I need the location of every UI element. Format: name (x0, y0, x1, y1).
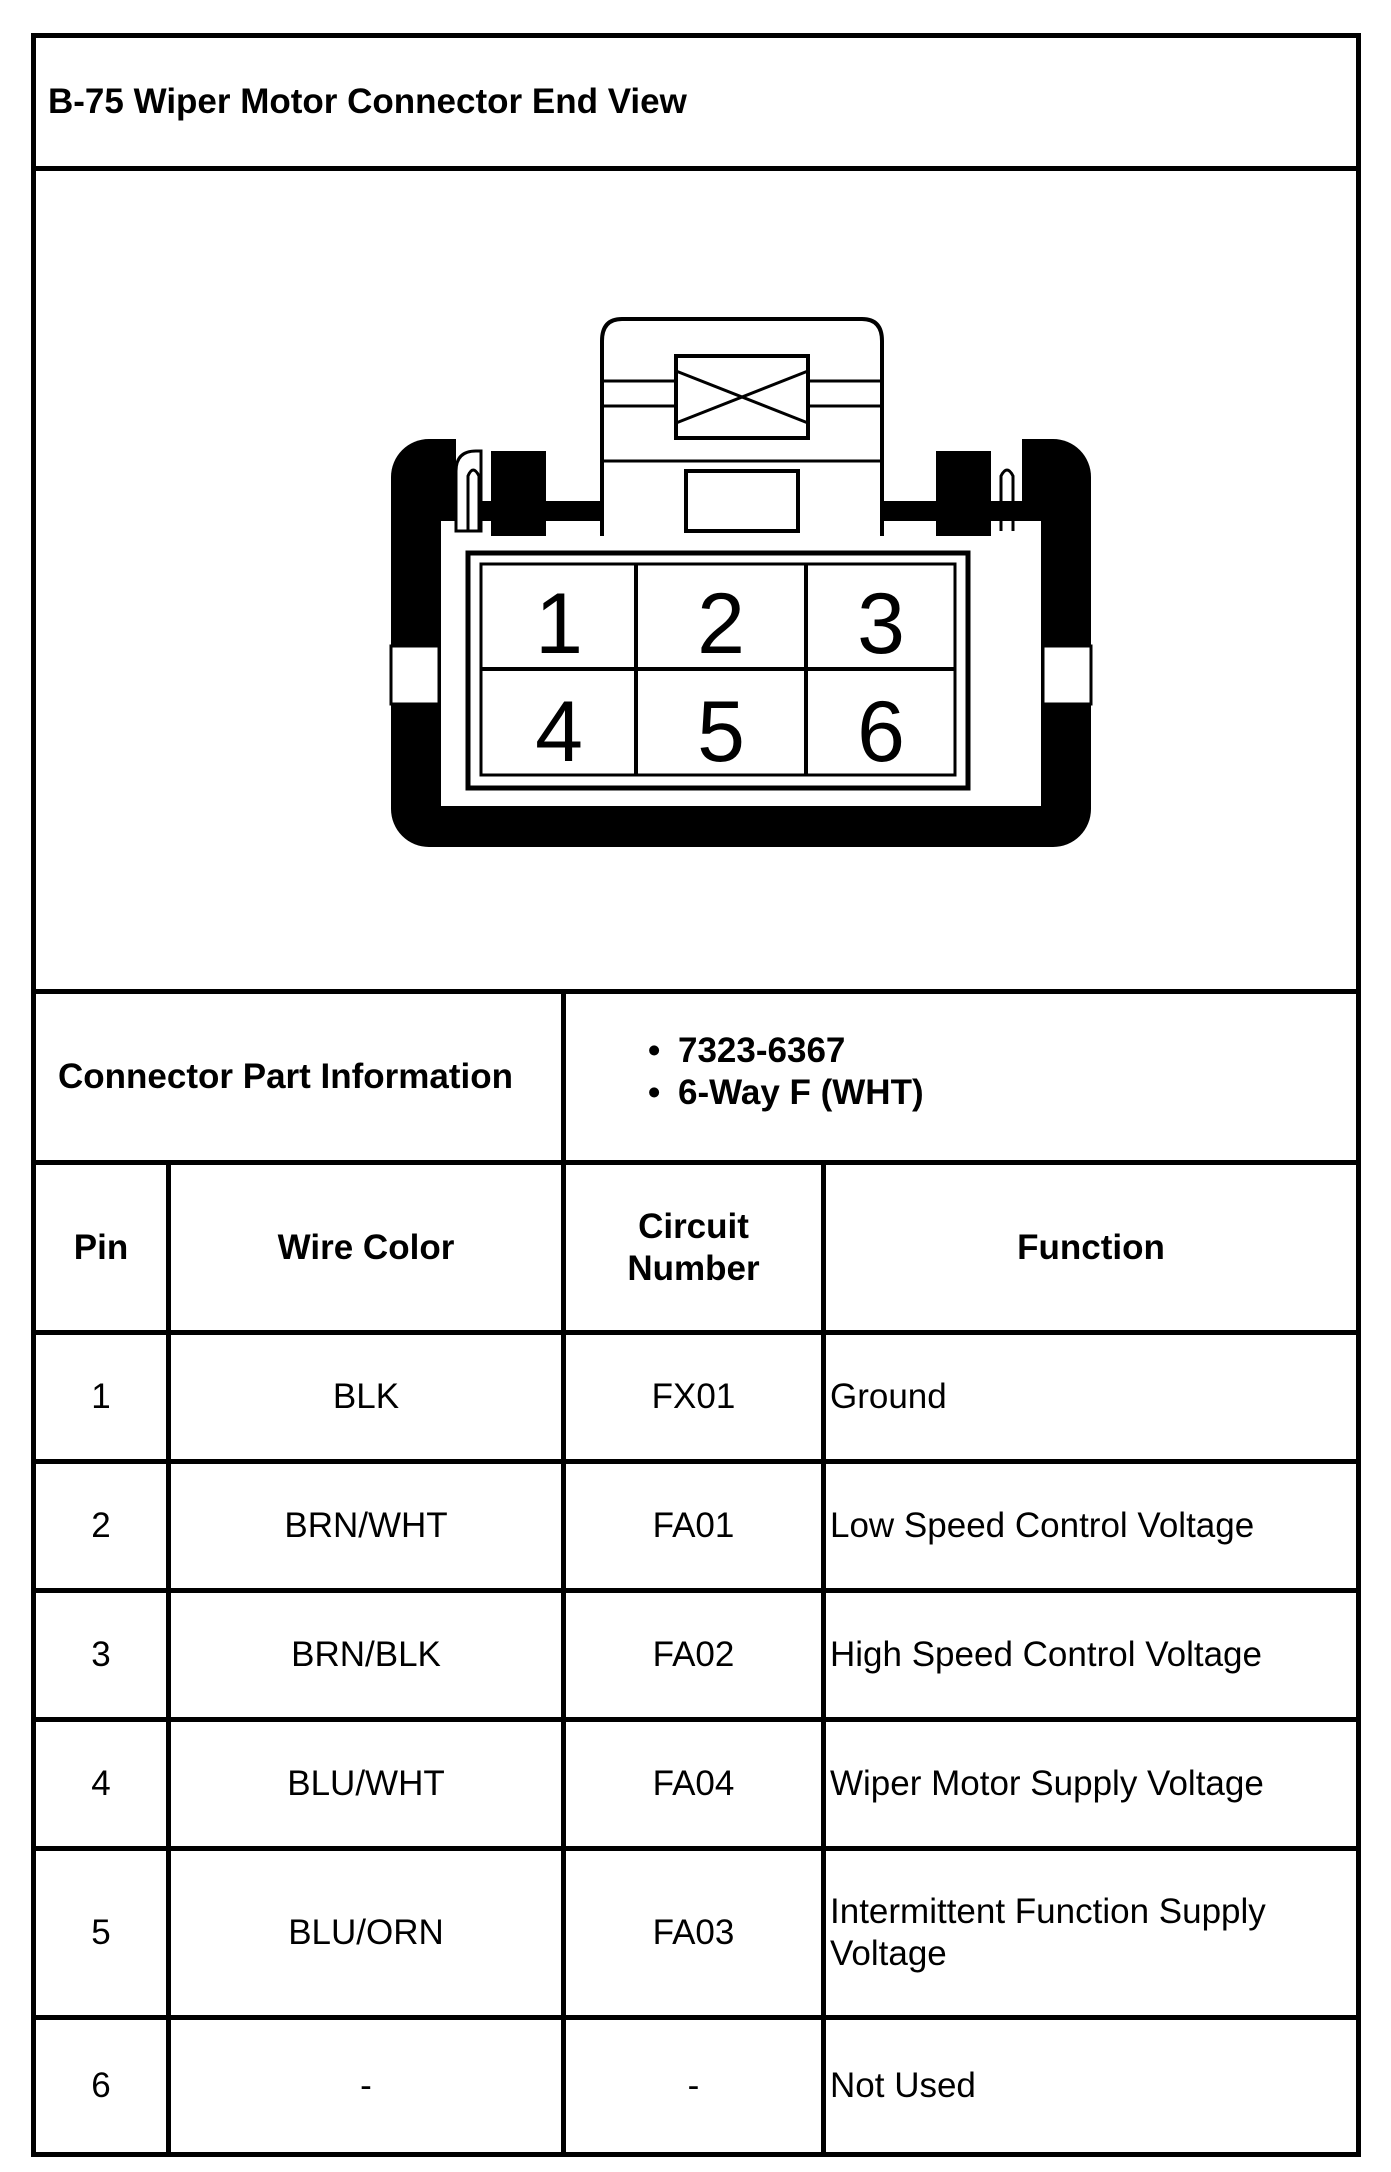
row-5-wire-color: BLU/ORN (288, 1913, 444, 1952)
row-3-wire-color: BRN/BLK (291, 1635, 441, 1674)
header-pin: Pin (73, 1227, 129, 1267)
header-circuit-number (566, 1165, 821, 1330)
pin-label-1: 1 (535, 576, 583, 672)
pin-label-2: 2 (697, 576, 745, 672)
row-5-function (826, 1851, 1356, 2015)
row-2-wire-color: BRN/WHT (284, 1506, 448, 1545)
pin-label-5: 5 (697, 684, 745, 780)
header-function: Function (1017, 1227, 1165, 1267)
pin-label-4: 4 (535, 684, 583, 780)
pin-label-3: 3 (857, 576, 905, 672)
row-3-function: High Speed Control Voltage (830, 1635, 1262, 1674)
row-3-pin: 3 (91, 1635, 111, 1674)
row-5-function-line2: Voltage (830, 1934, 947, 1973)
row-2-function: Low Speed Control Voltage (830, 1506, 1255, 1545)
pin-label-6: 6 (857, 684, 905, 780)
row-3-circuit: FA02 (652, 1635, 735, 1674)
column-divider (166, 1160, 171, 2152)
column-divider (821, 1160, 826, 2152)
part-description: • 6-Way F (WHT) (648, 1072, 924, 1114)
row-4-wire-color: BLU/WHT (287, 1764, 445, 1803)
column-divider (561, 1160, 566, 2152)
row-4-circuit: FA04 (652, 1764, 735, 1803)
right-tab (1043, 646, 1091, 704)
connector-document (31, 33, 1361, 2157)
row-1-function: Ground (830, 1377, 947, 1416)
header-wire-color: Wire Color (277, 1227, 455, 1267)
row-1-wire-color: BLK (332, 1377, 400, 1416)
divider (561, 989, 566, 1160)
row-2-circuit: FA01 (652, 1506, 735, 1545)
row-2-pin: 2 (91, 1506, 111, 1545)
header-circuit-line2: Number (627, 1248, 760, 1288)
row-4-pin: 4 (91, 1764, 111, 1803)
row-6-pin: 6 (91, 2066, 111, 2105)
row-6-function: Not Used (830, 2066, 976, 2105)
row-6-circuit: - (687, 2066, 700, 2105)
row-5-function-line1: Intermittent Function Supply (830, 1892, 1266, 1931)
connector-part-info-list (648, 1030, 924, 1114)
connector-part-info-label: Connector Part Information (58, 1057, 514, 1096)
row-6-wire-color: - (360, 2066, 372, 2105)
part-number: • 7323-6367 (648, 1030, 924, 1072)
connector-end-view-diagram (36, 171, 1356, 989)
left-tab (391, 646, 439, 704)
header-circuit-line1: Circuit (638, 1206, 749, 1246)
row-1-pin: 1 (91, 1377, 111, 1416)
row-1-circuit: FX01 (651, 1377, 736, 1416)
row-5-pin: 5 (91, 1913, 111, 1952)
row-5-circuit: FA03 (652, 1913, 735, 1952)
row-4-function: Wiper Motor Supply Voltage (830, 1764, 1264, 1803)
page-title: B-75 Wiper Motor Connector End View (48, 82, 687, 121)
